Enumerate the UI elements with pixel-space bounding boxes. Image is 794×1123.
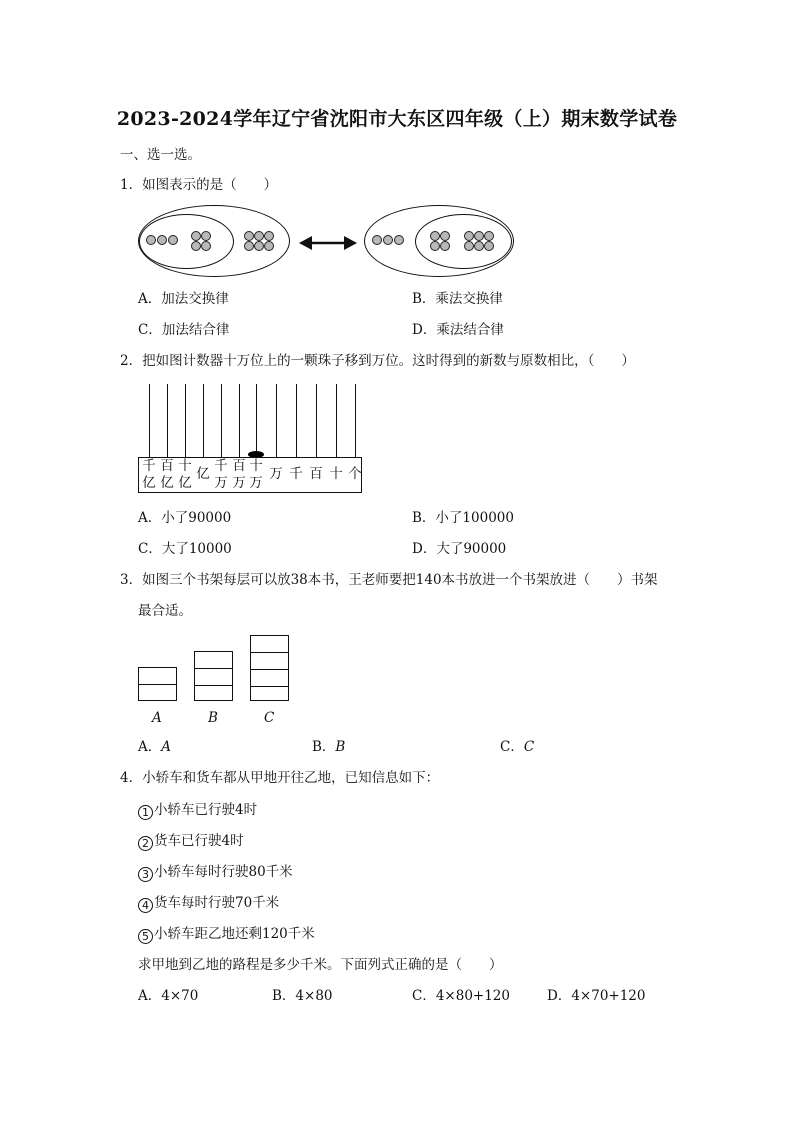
bead bbox=[484, 231, 494, 241]
q4-option-b[interactable]: B．4×80 bbox=[272, 988, 333, 1004]
q1-option-a[interactable]: A．加法交换律 bbox=[138, 291, 229, 307]
bead bbox=[484, 241, 494, 251]
bead bbox=[464, 241, 474, 251]
bead bbox=[168, 235, 178, 245]
place-label: 百 万 bbox=[232, 458, 246, 491]
abacus-rod bbox=[336, 384, 337, 457]
page-title: 2023-2024学年辽宁省沈阳市大东区四年级（上）期末数学试卷 bbox=[116, 108, 678, 130]
bead bbox=[474, 241, 484, 251]
q4-stem: 4．小轿车和货车都从甲地开往乙地，已知信息如下： bbox=[120, 770, 440, 786]
bead bbox=[201, 231, 211, 241]
place-label: 千 bbox=[289, 466, 303, 482]
q3-option-c[interactable]: C．C bbox=[500, 739, 535, 755]
q4-fact: 1 小轿车已行驶4时 bbox=[138, 801, 257, 820]
abacus-rod bbox=[355, 384, 356, 457]
shelf-label-a: A bbox=[152, 710, 162, 726]
q1-option-c[interactable]: C．加法结合律 bbox=[138, 322, 230, 338]
q4-option-c[interactable]: C．4×80+120 bbox=[412, 988, 510, 1004]
place-label: 百 bbox=[309, 466, 323, 482]
bookshelf-b bbox=[194, 651, 233, 701]
bead bbox=[244, 241, 254, 251]
q2-option-c[interactable]: C．大了10000 bbox=[138, 541, 232, 557]
abacus-rod bbox=[256, 384, 257, 457]
bead bbox=[244, 231, 254, 241]
q4-fact: 4 货车每时行驶70千米 bbox=[138, 894, 279, 913]
bookshelf-a bbox=[138, 667, 177, 701]
bead bbox=[464, 231, 474, 241]
place-label: 百 亿 bbox=[160, 458, 174, 491]
place-label: 个 bbox=[348, 466, 362, 482]
inner-ellipse-right bbox=[415, 214, 512, 269]
bead bbox=[430, 231, 440, 241]
place-label: 千 亿 bbox=[142, 458, 156, 491]
q4-option-a[interactable]: A．4×70 bbox=[138, 988, 199, 1004]
circled-number: 1 bbox=[138, 805, 153, 820]
bead bbox=[254, 231, 264, 241]
bead bbox=[264, 241, 274, 251]
q4-question: 求甲地到乙地的路程是多少千米。下面列式正确的是（ ） bbox=[138, 957, 503, 973]
place-label: 亿 bbox=[196, 466, 210, 482]
bead bbox=[254, 241, 264, 251]
shelf-label-c: C bbox=[264, 710, 275, 726]
q2-option-b[interactable]: B．小了100000 bbox=[412, 510, 514, 526]
q3-stem-line2: 最合适。 bbox=[138, 603, 192, 619]
q2-stem: 2．把如图计数器十万位上的一颗珠子移到万位。这时得到的新数与原数相比，（ ） bbox=[120, 353, 635, 369]
bead bbox=[474, 231, 484, 241]
abacus-rod bbox=[167, 384, 168, 457]
place-label: 万 bbox=[269, 466, 283, 482]
bead bbox=[157, 235, 167, 245]
circled-number: 4 bbox=[138, 898, 153, 913]
q4-fact: 5 小轿车距乙地还剩120千米 bbox=[138, 925, 315, 944]
bead bbox=[440, 241, 450, 251]
bead bbox=[264, 231, 274, 241]
bead bbox=[394, 235, 404, 245]
abacus-rod bbox=[203, 384, 204, 457]
abacus-rod bbox=[185, 384, 186, 457]
q1-stem: 1．如图表示的是（ ） bbox=[120, 177, 278, 193]
abacus-rod bbox=[276, 384, 277, 457]
section-heading: 一、选一选。 bbox=[120, 147, 201, 163]
bead bbox=[201, 241, 211, 251]
q2-option-d[interactable]: D．大了90000 bbox=[412, 541, 507, 557]
bead bbox=[383, 235, 393, 245]
bead bbox=[146, 235, 156, 245]
place-label: 十 万 bbox=[249, 458, 263, 491]
circled-number: 2 bbox=[138, 836, 153, 851]
bead bbox=[191, 241, 201, 251]
q4-fact: 2 货车已行驶4时 bbox=[138, 832, 244, 851]
q1-option-d[interactable]: D．乘法结合律 bbox=[412, 322, 504, 338]
bead bbox=[191, 231, 201, 241]
bead bbox=[372, 235, 382, 245]
q3-option-b[interactable]: B．B bbox=[312, 739, 346, 755]
double-arrow-icon bbox=[298, 234, 358, 252]
bead bbox=[430, 241, 440, 251]
shelf-label-b: B bbox=[208, 710, 218, 726]
q4-option-d[interactable]: D．4×70+120 bbox=[547, 988, 646, 1004]
circled-number: 3 bbox=[138, 867, 153, 882]
abacus-rod bbox=[296, 384, 297, 457]
q3-stem-line1: 3．如图三个书架每层可以放38本书，王老师要把140本书放进一个书架放进（ ）书架 bbox=[120, 572, 658, 588]
q3-option-a[interactable]: A．A bbox=[138, 739, 171, 755]
abacus-rod bbox=[221, 384, 222, 457]
q1-option-b[interactable]: B．乘法交换律 bbox=[412, 291, 503, 307]
place-label: 千 万 bbox=[214, 458, 228, 491]
q4-fact: 3 小轿车每时行驶80千米 bbox=[138, 863, 293, 882]
place-label: 十 亿 bbox=[178, 458, 192, 491]
abacus-rod bbox=[239, 384, 240, 457]
abacus-rod bbox=[149, 384, 150, 457]
circled-number: 5 bbox=[138, 929, 153, 944]
bookshelf-c bbox=[250, 635, 289, 701]
bead bbox=[440, 231, 450, 241]
q2-option-a[interactable]: A．小了90000 bbox=[138, 510, 232, 526]
abacus-rod bbox=[316, 384, 317, 457]
place-label: 十 bbox=[329, 466, 343, 482]
